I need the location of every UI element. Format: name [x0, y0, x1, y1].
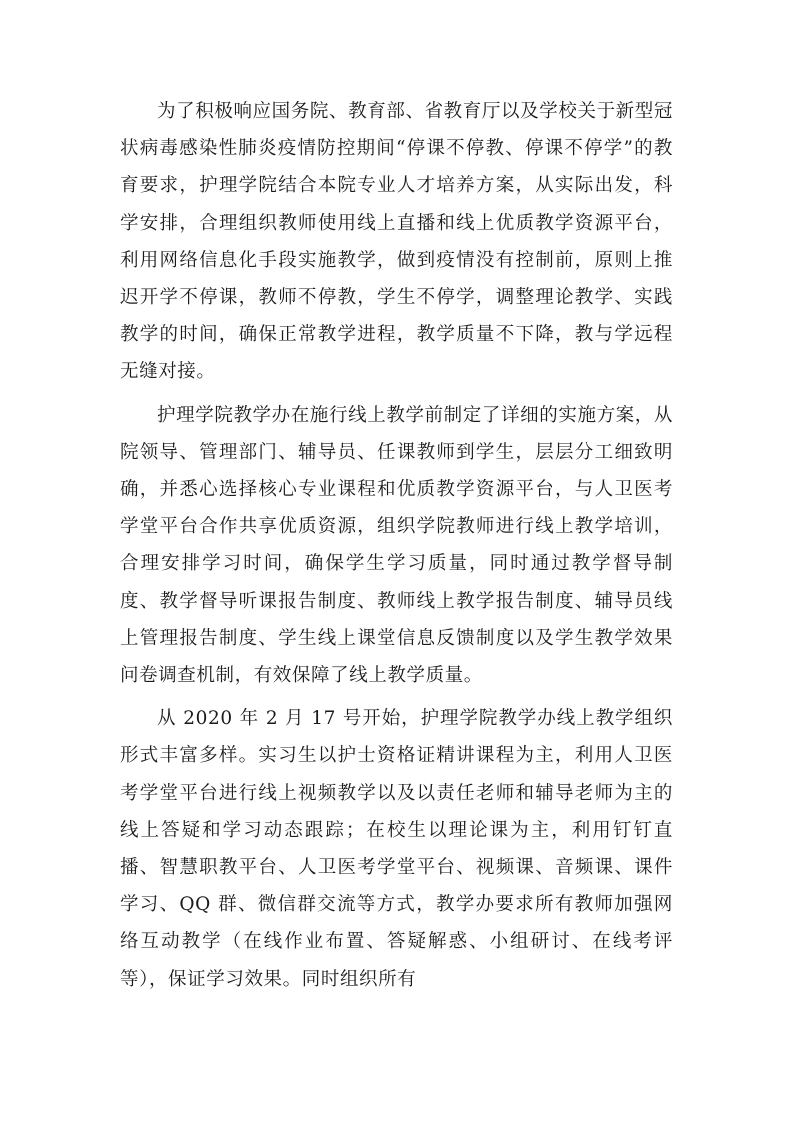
paragraph-2: 护理学院教学办在施行线上教学前制定了详细的实施方案，从院领导、管理部门、辅导员、任课教师到学生，层层分工细致明确，并悉心选择核心专业课程和优质教学资源平台，与人卫医考学堂平台合作共享优质资源，组织学院教师进行线上教学培训，合理安排学习时间，确保学生学习质量，同时通过教学督导制度、教学督导听课报告制度、教师线上教学报告制度、辅导员线上管理报告制度、学生线上课堂信息反馈制度以及学生教学效果问卷调查机制，有效保障了线上教学质量。	[120, 404, 673, 687]
paragraph-3: 从 2020 年 2 月 17 号开始，护理学院教学办线上教学组织形式丰富多样。实习生以护士资格证精讲课程为主，利用人卫医考学堂平台进行线上视频教学以及以责任老师和辅导老师为主的线上答疑和学习动态跟踪；在校生以理论课为主，利用钉钉直播、智慧职教平台、人卫医考学堂平台、视频课、音频课、课件学习、QQ 群、微信群交流等方式，教学办要求所有教师加强网络互动教学（在线作业布置、答疑解惑、小组研讨、在线考评等），保证学习效果。同时组织所有	[120, 708, 673, 990]
paragraph-1: 为了积极响应国务院、教育部、省教育厅以及学校关于新型冠状病毒感染性肺炎疫情防控期间“停课不停教、停课不停学”的教育要求，护理学院结合本院专业人才培养方案，从实际出发，科学安排，合理组织教师使用线上直播和线上优质教学资源平台，利用网络信息化手段实施教学，做到疫情没有控制前，原则上推迟开学不停课，教师不停教，学生不停学，调整理论教学、实践教学的时间，确保正常教学进程，教学质量不下降，教与学远程无缝对接。	[120, 101, 673, 383]
document-body	[120, 93, 673, 1004]
